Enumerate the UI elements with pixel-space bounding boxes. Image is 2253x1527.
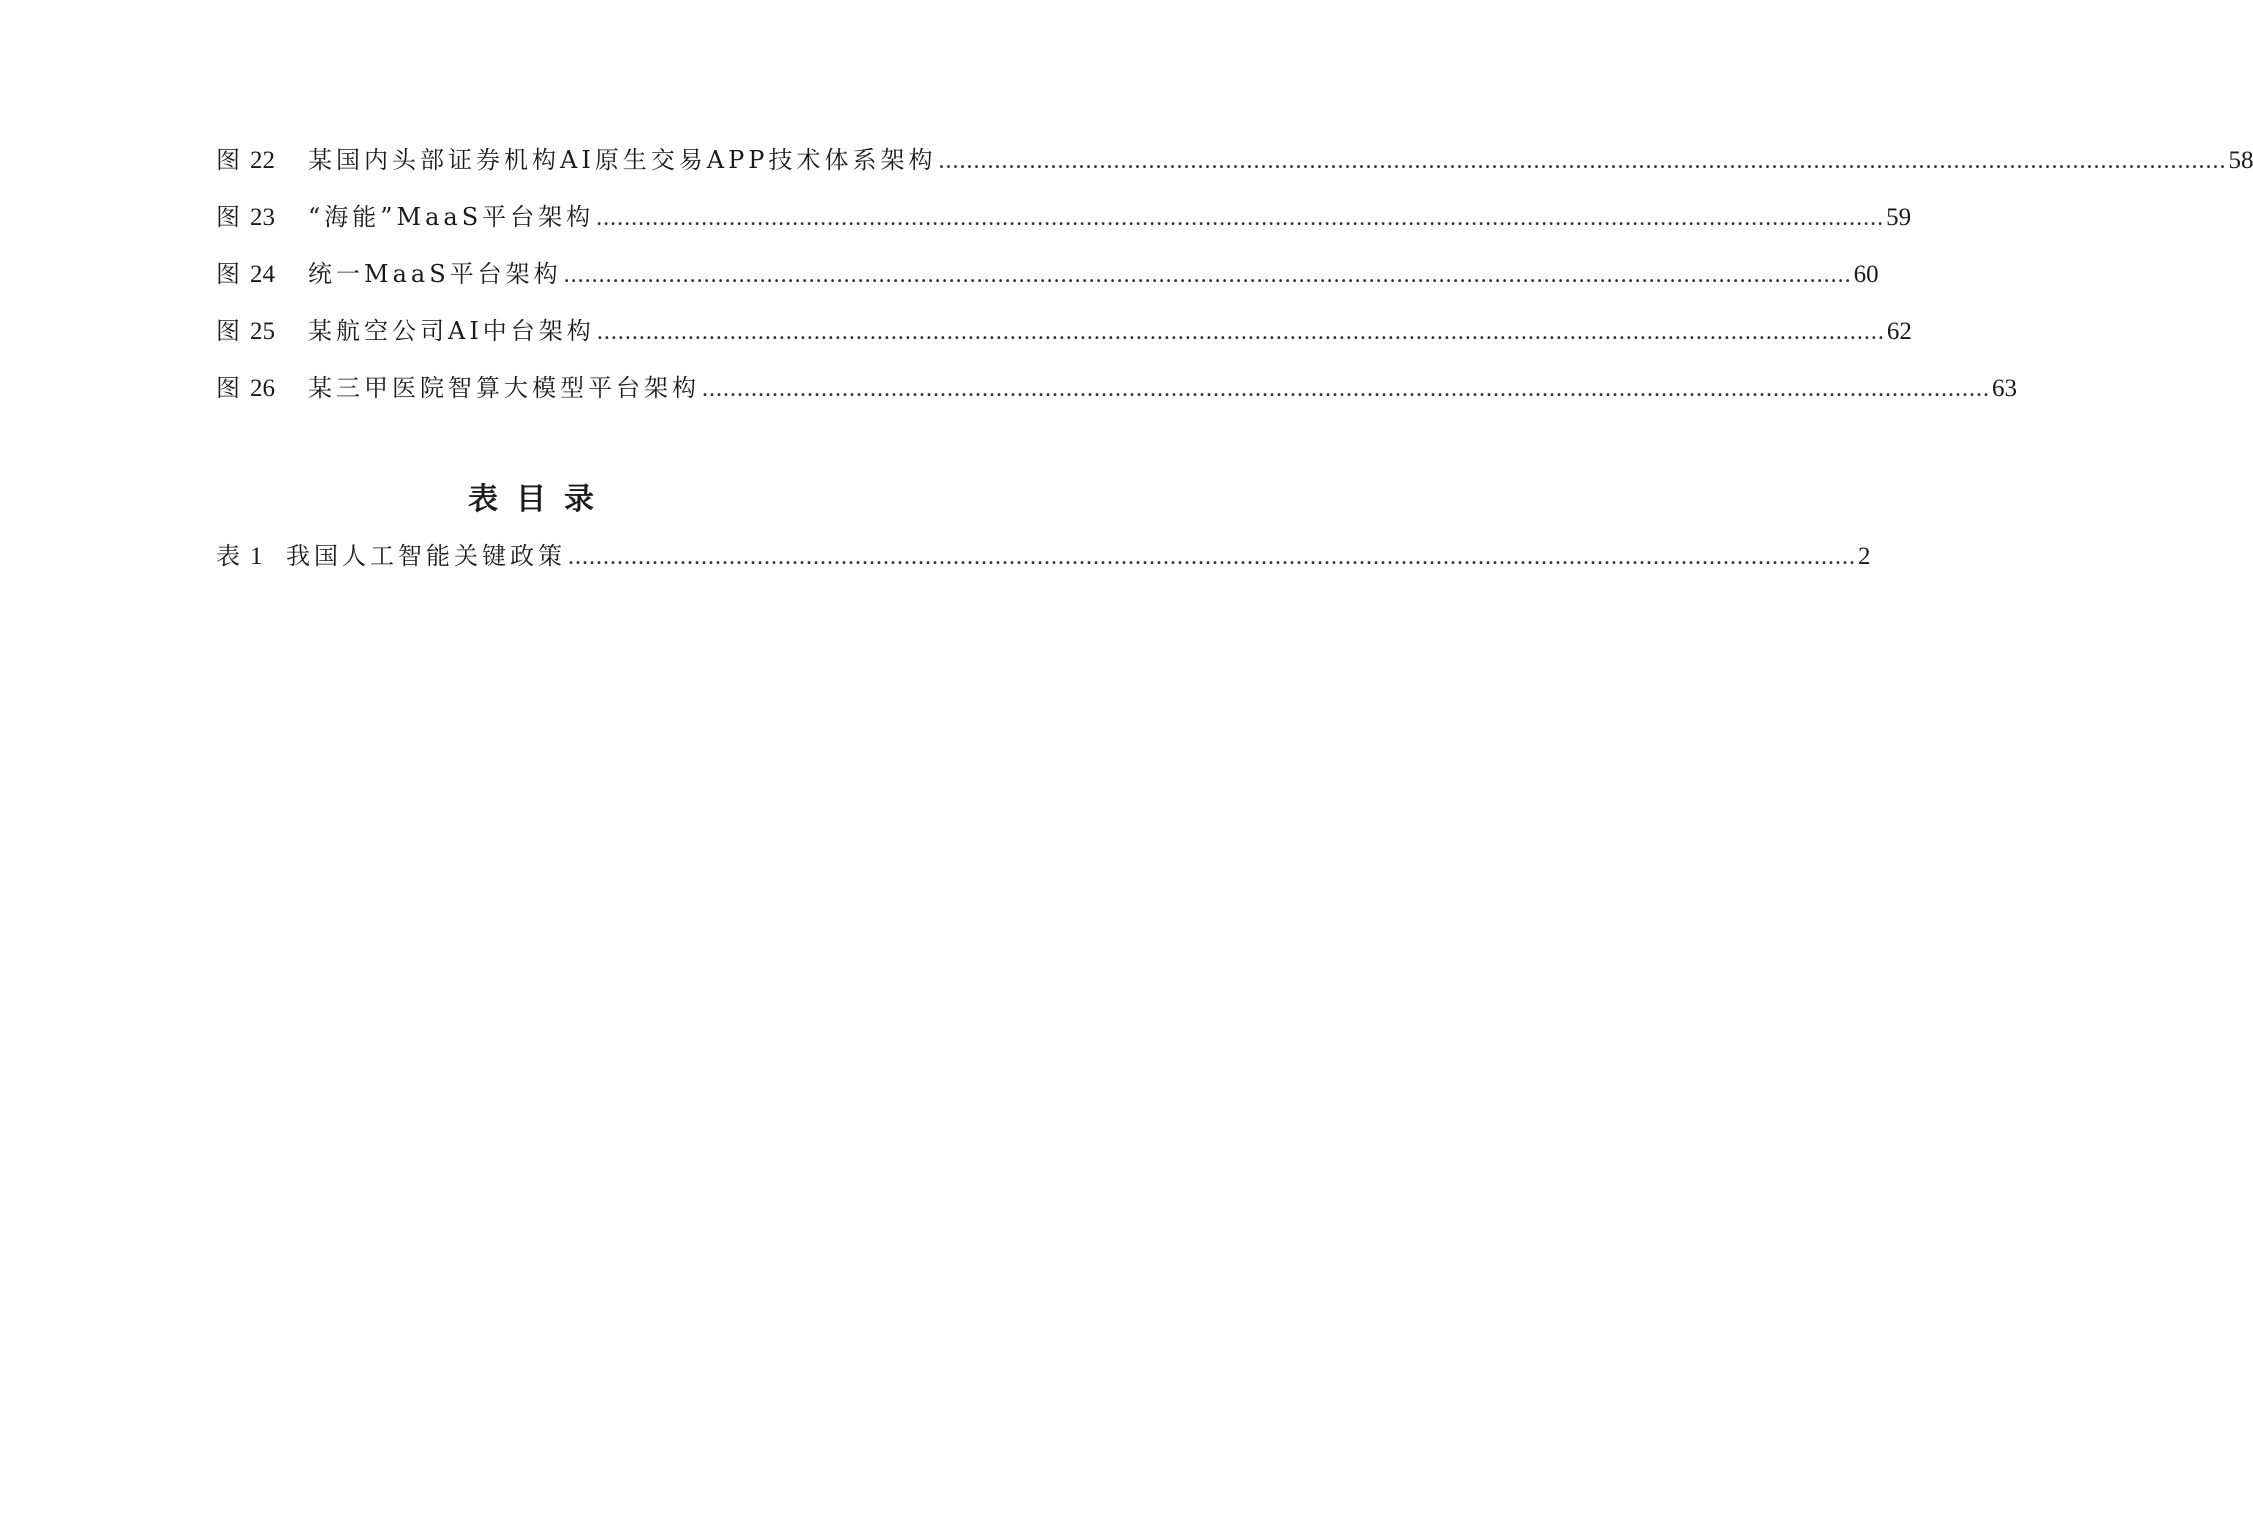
toc-entry-table-1[interactable] bbox=[216, 536, 1871, 593]
toc-dot-leader bbox=[568, 537, 1856, 577]
toc-entry-title: 某航空公司AI中台架构 bbox=[308, 317, 595, 345]
toc-entry-page: 63 bbox=[1992, 375, 2017, 402]
toc-entry-figure-24[interactable] bbox=[216, 254, 1879, 311]
toc-dot-leader bbox=[702, 369, 1990, 409]
toc-entry-label: 图 bbox=[216, 260, 246, 288]
toc-entry-label: 图 bbox=[216, 317, 246, 345]
toc-entry-number: 23 bbox=[250, 204, 275, 231]
toc-dot-leader bbox=[596, 198, 1884, 238]
toc-entry-title: “海能”MaaS平台架构 bbox=[308, 203, 595, 231]
toc-entry-number: 25 bbox=[250, 318, 275, 345]
toc-entry-page: 58 bbox=[2228, 147, 2253, 174]
toc-entry-number: 1 bbox=[250, 543, 263, 570]
toc-entry-page: 59 bbox=[1886, 204, 1912, 231]
toc-entry-label: 图 bbox=[216, 146, 246, 174]
toc-entry-title: 某三甲医院智算大模型平台架构 bbox=[308, 374, 700, 402]
toc-entry-title: 我国人工智能关键政策 bbox=[286, 542, 566, 570]
table-list-heading: 表目录 bbox=[468, 482, 612, 517]
toc-entry-label: 图 bbox=[216, 203, 246, 231]
toc-entry-number: 22 bbox=[250, 147, 275, 174]
toc-entry-title: 统一MaaS平台架构 bbox=[308, 260, 562, 288]
toc-entry-label: 表 bbox=[216, 542, 246, 570]
toc-dot-leader bbox=[564, 255, 1852, 295]
toc-entry-title: 某国内头部证券机构AI原生交易APP技术体系架构 bbox=[308, 146, 937, 174]
toc-entry-label: 图 bbox=[216, 374, 246, 402]
toc-dot-leader bbox=[938, 141, 2226, 181]
toc-entry-number: 26 bbox=[250, 375, 275, 402]
figure-toc-list bbox=[216, 140, 2253, 425]
toc-entry-figure-22[interactable] bbox=[216, 140, 2253, 197]
toc-dot-leader bbox=[597, 312, 1885, 352]
toc-entry-page: 2 bbox=[1858, 543, 1871, 570]
toc-entry-figure-25[interactable] bbox=[216, 311, 1912, 368]
table-toc-list bbox=[216, 536, 1871, 593]
toc-entry-page: 62 bbox=[1886, 318, 1912, 345]
toc-entry-figure-23[interactable] bbox=[216, 197, 1912, 254]
toc-entry-page: 60 bbox=[1853, 261, 1879, 288]
toc-entry-figure-26[interactable] bbox=[216, 368, 2017, 425]
toc-entry-number: 24 bbox=[250, 261, 275, 288]
